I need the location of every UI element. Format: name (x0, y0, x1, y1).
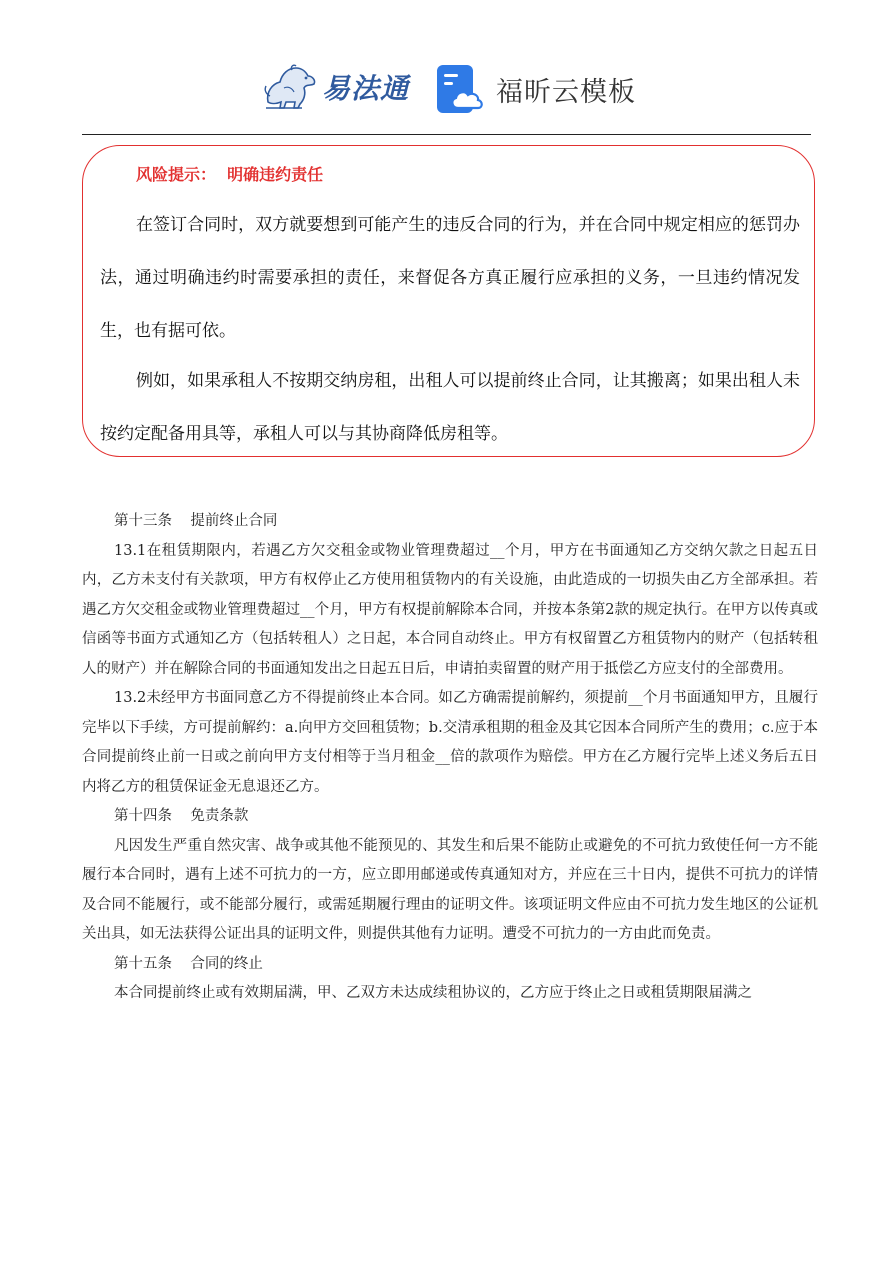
clause-13-2: 13.2未经甲方书面同意乙方不得提前终止本合同。如乙方确需提前解约，须提前__个月书面通知甲方，且履行完毕以下手续，方可提前解约：a.向甲方交回租赁物；b.交清承租期的租金及其它因本合同所产生的费用；c.应于本合同提前终止前一日或之前向甲方支付相等于当月租金__倍的款项作为赔偿。甲方在乙方履行完毕上述义务后五日内将乙方的租赁保证金无息退还乙方。 (82, 690, 818, 795)
header-divider (82, 134, 811, 135)
fuxin-logo (436, 64, 636, 114)
cloud-document-icon (436, 64, 486, 114)
yifatong-brand-text: 易法通 (322, 72, 410, 105)
page-header (0, 56, 893, 122)
article-13-heading: 第十三条 提前终止合同 (114, 513, 278, 529)
clause-13-1: 13.1在租赁期限内，若遇乙方欠交租金或物业管理费超过__个月，甲方在书面通知乙方交纳欠款之日起五日内，乙方未支付有关款项，甲方有权停止乙方使用租赁物内的有关设施，由此造成的一切损失由乙方全部承担。若遇乙方欠交租金或物业管理费超过__个月，甲方有权提前解除本合同，并按本条第2款的规定执行。在甲方以传真或信函等书面方式通知乙方（包括转租人）之日起，本合同自动终止。甲方有权留置乙方租赁物内的财产（包括转租人的财产）并在解除合同的书面通知发出之日起五日后，申请拍卖留置的财产用于抵偿乙方应支付的全部费用。 (82, 542, 818, 677)
qilin-icon (262, 62, 320, 112)
contract-body (82, 507, 818, 1009)
article-15-heading: 第十五条 合同的终止 (114, 955, 263, 972)
article-15-text: 本合同提前终止或有效期届满，甲、乙双方未达成续租协议的，乙方应于终止之日或租赁期限届满之 (114, 985, 752, 1001)
risk-example-paragraph: 例如，如果承租人不按期交纳房租，出租人可以提前终止合同，让其搬离；如果出租人未按约定配备用具等，承租人可以与其协商降低房租等。 (100, 371, 800, 444)
risk-title: 风险提示： 明确违约责任 (136, 165, 324, 184)
yifatong-logo (262, 62, 409, 112)
article-14-text: 凡因发生严重自然灾害、战争或其他不能预见的、其发生和后果不能防止或避免的不可抗力致使任何一方不能履行本合同时，遇有上述不可抗力的一方，应立即用邮递或传真通知对方，并应在三十日内，提供不可抗力的详情及合同不能履行，或不能部分履行，或需延期履行理由的证明文件。该项证明文件应由不可抗力发生地区的公证机关出具，如无法获得公证出具的证明文件，则提供其他有力证明。遭受不可抗力的一方由此而免责。 (82, 837, 818, 942)
risk-paragraph: 在签订合同时，双方就要想到可能产生的违反合同的行为，并在合同中规定相应的惩罚办法，通过明确违约时需要承担的责任，来督促各方真正履行应承担的义务，一旦违约情况发生，也有据可依。 (100, 215, 800, 341)
fuxin-brand-text: 福昕云模板 (496, 76, 636, 108)
article-14-heading: 第十四条 免责条款 (114, 808, 249, 824)
